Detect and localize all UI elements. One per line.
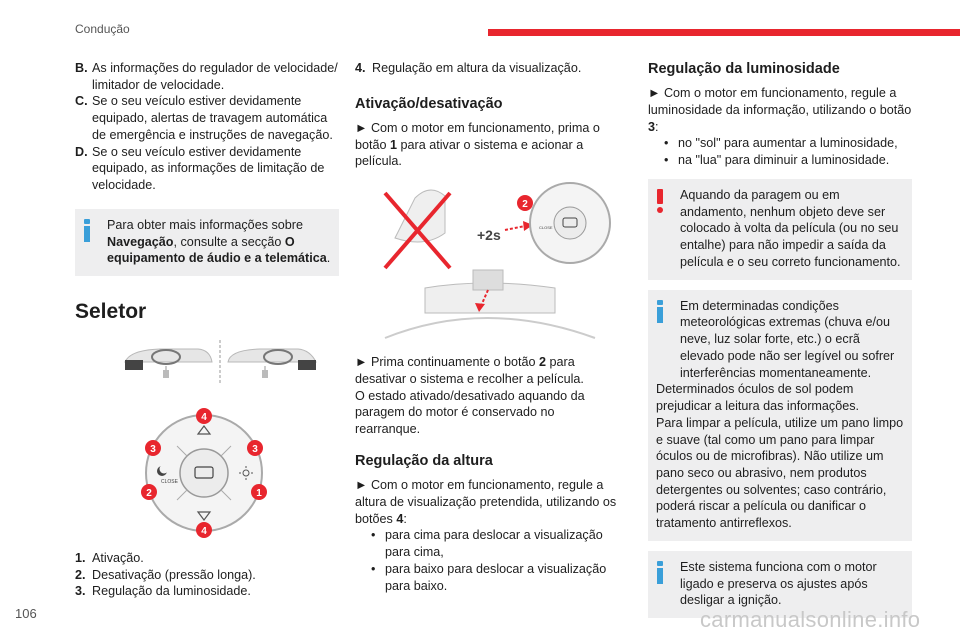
svg-text:3: 3 <box>252 444 258 455</box>
list-item: D. Se o seu veículo estiver devidamente equipado, as informações de limitação de velocidade. <box>75 144 325 193</box>
list-item: 1. Ativação. <box>75 551 144 565</box>
svg-text:+2s: +2s <box>477 227 501 244</box>
bullet-item: • para baixo para deslocar a visualização para baixo. <box>371 561 619 594</box>
legend-list <box>75 550 339 600</box>
column-3 <box>648 60 912 618</box>
page-header <box>0 0 960 40</box>
svg-text:4: 4 <box>201 412 207 423</box>
list-item: C. Se o seu veículo estiver devidamente equipado, alertas de travagem automática de emergência e instruções de navegação. <box>75 94 333 142</box>
svg-text:1: 1 <box>256 488 262 499</box>
info-note: Em determinadas condições meteorológicas extremas (chuva e/ou neve, luz solar forte, etc.) o ecrã elevado pode não ser legível ou sofrer interferências momentaneamente. Determinados óculos de sol podem prejudicar a leitura das informações. Para limpar a película, utilize um pano limpo e suave (tal como um pano para limpar óculos ou de microfibras). Não utilize um pano seco ou abrasivo, nem produtos detergentes ou solventes; caso contrário, poderá riscar a película ou danificar o tratamento antirreflexos. <box>648 290 912 541</box>
column-1 <box>75 60 339 600</box>
list-item: 2. Desativação (pressão longa). <box>75 567 256 582</box>
watermark: carmanualsonline.info <box>700 607 921 632</box>
paragraph: ► Prima continuamente o botão 2 para desativar o sistema e recolher a película. <box>355 355 584 386</box>
page-number: 106 <box>15 606 37 621</box>
heading-luminosidade: Regulação da luminosidade <box>648 61 840 77</box>
paragraph: ► Com o motor em funcionamento, prima o botão 1 para ativar o sistema e acionar a película. <box>355 121 600 169</box>
selector-control <box>139 408 269 538</box>
svg-text:3: 3 <box>150 444 156 455</box>
bullet-item: • na "lua" para diminuir a luminosidade. <box>664 152 912 169</box>
header-accent-bar <box>488 29 960 36</box>
list-item: 4. Regulação em altura da visualização. <box>355 61 582 75</box>
svg-text:4: 4 <box>201 526 207 537</box>
list-item: 3. Regulação da luminosidade. <box>75 584 251 599</box>
info-icon <box>656 561 664 587</box>
hud-position-illustration <box>120 340 320 386</box>
column-2 <box>355 60 619 594</box>
warning-note: Aquando da paragem ou em andamento, nenhum objeto deve ser colocado à volta da película (ou no seu entalhe) para não impedir a saída da película e o seu correto funcionamento. <box>648 179 912 280</box>
heading-ativacao: Ativação/desativação <box>355 95 503 112</box>
activation-illustration <box>355 178 619 348</box>
svg-text:2: 2 <box>146 488 152 499</box>
bullet-item: • no "sol" para aumentar a luminosidade, <box>664 135 912 152</box>
svg-text:CLOSE: CLOSE <box>161 479 178 485</box>
bullet-item: • para cima para deslocar a visualização para cima, <box>371 527 619 560</box>
svg-text:2: 2 <box>522 199 528 211</box>
svg-text:CLOSE: CLOSE <box>539 225 553 231</box>
heading-seletor: Seletor <box>75 300 147 324</box>
paragraph: O estado ativado/desativado aquando da paragem do motor é conservado no rearranque. <box>355 388 585 437</box>
info-note: Este sistema funciona com o motor ligado e preserva os ajustes após desligar a ignição. <box>648 551 912 618</box>
info-note: Para obter mais informações sobre Navegação, consulte a secção O equipamento de áudio e a telemática. <box>75 209 339 276</box>
paragraph: ► Com o motor em funcionamento, regule a altura de visualização pretendida, utilizando os botões 4: <box>355 478 617 526</box>
warning-icon <box>656 189 664 215</box>
info-icon <box>656 300 664 326</box>
info-icon <box>83 219 91 245</box>
section-title: Condução <box>75 22 130 36</box>
list-item: B. As informações do regulador de velocidade/ limitador de velocidade. <box>75 61 338 92</box>
paragraph: ► Com o motor em funcionamento, regule a luminosidade da informação, utilizando o botão 3: <box>648 86 912 134</box>
heading-altura: Regulação da altura <box>355 452 493 469</box>
